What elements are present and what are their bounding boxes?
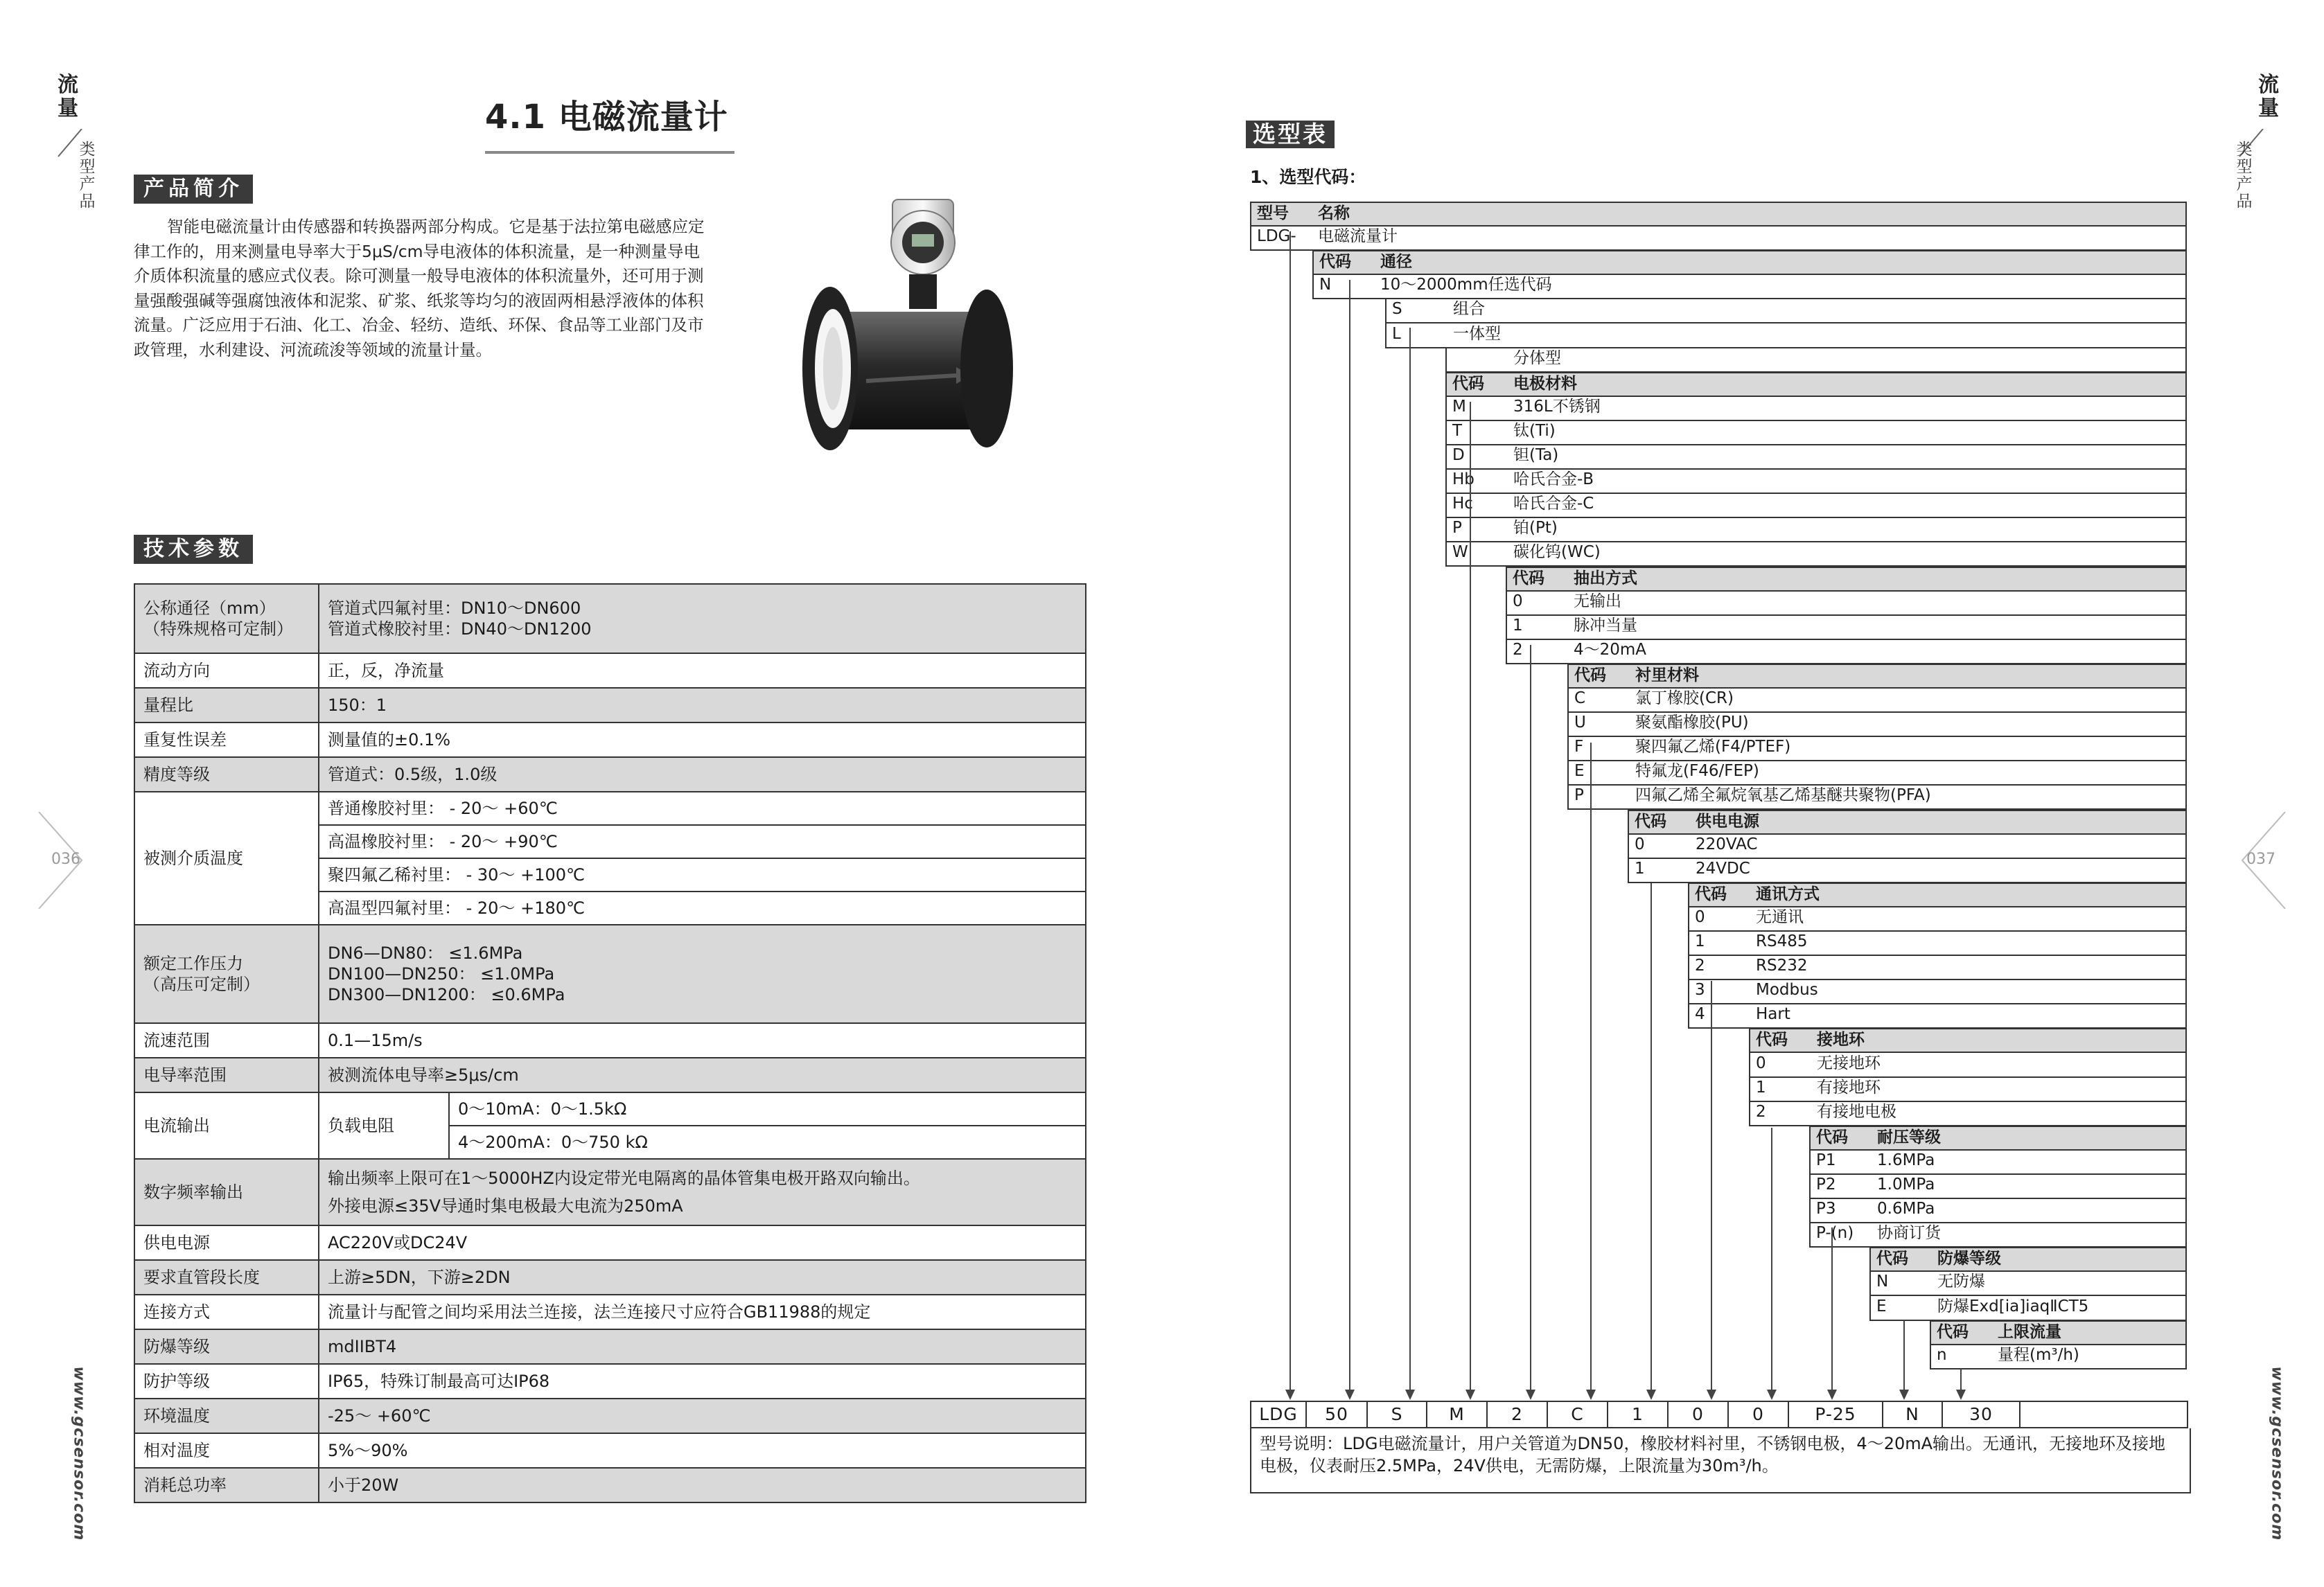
param-value: 4～200mA：0～750 kΩ [449, 1126, 1086, 1159]
selection-code: M [1452, 397, 1466, 416]
selection-value: 哈氏合金-B [1513, 470, 1594, 489]
example-code-cell: 2 [1486, 1401, 1548, 1428]
selection-value: 供电电源 [1696, 812, 1759, 831]
selection-code: E [1574, 762, 1585, 781]
param-name: 重复性误差 [134, 722, 319, 757]
selection-value: 量程(m³/h) [1998, 1345, 2079, 1364]
selection-code: P2 [1816, 1176, 1836, 1194]
example-code-cell: 1 [1607, 1401, 1669, 1428]
selection-code: N [1876, 1273, 1889, 1291]
param-value: IP65，特殊订制最高可达IP68 [319, 1364, 1086, 1399]
selection-code: T [1452, 421, 1463, 440]
selection-value: 0.6MPa [1877, 1200, 1935, 1218]
param-value: 管道式：0.5级，1.0级 [319, 757, 1086, 792]
param-name: 公称通径（mm） （特殊规格可定制） [134, 584, 319, 653]
selection-code: F [1574, 738, 1584, 756]
selection-value: 衬里材料 [1635, 666, 1699, 684]
param-name: 防护等级 [134, 1364, 319, 1399]
param-name: 消耗总功率 [134, 1468, 319, 1502]
selection-value: RS232 [1756, 957, 1808, 975]
selection-code: Hb [1452, 470, 1474, 489]
selection-code: 代码 [1452, 374, 1484, 393]
selection-code: 3 [1695, 981, 1705, 1000]
selection-code: E [1876, 1297, 1887, 1315]
selection-code: 代码 [1816, 1128, 1848, 1146]
example-code-tail [2019, 1401, 2188, 1428]
selection-value: 无接地环 [1817, 1054, 1881, 1072]
arrow-down-icon [1827, 1390, 1837, 1400]
selection-code: S [1392, 300, 1402, 319]
param-value: 高温型四氟衬里： - 20～ +180℃ [319, 892, 1086, 925]
side-subtitle-left: 类型产品 [79, 141, 96, 211]
selection-code: 0 [1635, 835, 1645, 853]
selection-code: W [1452, 543, 1468, 562]
intro-section-label: 产品简介 [134, 175, 253, 204]
selection-value: 4～20mA [1574, 640, 1647, 659]
arrow-down-icon [1285, 1390, 1295, 1400]
param-name: 连接方式 [134, 1295, 319, 1329]
selection-value: 铂(Pt) [1513, 519, 1558, 538]
selection-value: 通讯方式 [1756, 885, 1820, 903]
param-name: 相对温度 [134, 1433, 319, 1468]
page-number-left: 036 [51, 851, 80, 868]
selection-value: 无输出 [1574, 592, 1621, 610]
selection-code: N [1319, 276, 1332, 294]
selection-code: 代码 [1635, 812, 1666, 831]
selection-value: 防爆等级 [1937, 1250, 2001, 1268]
selection-code: 代码 [1319, 253, 1351, 272]
selection-value: 聚四氟乙烯(F4/PTEF) [1635, 738, 1791, 756]
intro-paragraph: 智能电磁流量计由传感器和转换器两部分构成。它是基于法拉第电磁感应定律工作的，用来测量电导率大于5μS/cm导电液体的体积流量，是一种测量导电介质体积流量的感应式仪表。除可测量一般导电液体的体积流量外，还可用于测量强酸强碱等强腐蚀液体和泥浆、矿浆、纸浆等均匀的液固两相悬浮液体的体积流量。广泛应用于石油、化工、冶金、轻纺、造纸、环保、食品等工业部门及市政管理，水利建设、河流疏浚等领域的流量计量。 [134, 217, 705, 360]
selection-code: L [1392, 324, 1401, 343]
page-number-right: 037 [2246, 851, 2275, 868]
param-name: 电流输出 [134, 1092, 319, 1159]
selection-value: 接地环 [1817, 1031, 1865, 1049]
selection-code: P1 [1816, 1151, 1836, 1169]
example-code-cell: C [1547, 1401, 1608, 1428]
example-code-cell: N [1882, 1401, 1943, 1428]
param-name: 要求直管段长度 [134, 1260, 319, 1295]
selection-value: 10～2000mm任选代码 [1380, 276, 1552, 294]
selection-code: 1 [1513, 616, 1523, 635]
arrow-down-icon [1899, 1390, 1909, 1400]
selection-code: Hc [1452, 495, 1473, 513]
selection-value: 抽出方式 [1574, 569, 1637, 587]
selection-value: 无通讯 [1756, 907, 1804, 926]
model-note: 型号说明：LDG电磁流量计，用户关管道为DN50，橡胶材料衬里，不锈钢电极，4～20mA输出。无通讯，无接地环及接地电极，仪表耐压2.5MPa，24V供电，无需防爆，上限流量为30m³/h。 [1250, 1428, 2191, 1493]
param-value: 上游≥5DN，下游≥2DN [319, 1260, 1086, 1295]
example-code-cell: S [1366, 1401, 1427, 1428]
selection-code: 2 [1756, 1102, 1766, 1121]
param-value: 输出频率上限可在1～5000HZ内设定带光电隔离的晶体管集电极开路双向输出。 外接电源≤35V导通时集电极最大电流为250mA [319, 1159, 1086, 1225]
selection-code: 代码 [1695, 885, 1727, 903]
arrow-down-icon [1526, 1390, 1535, 1400]
selection-value: 协商订货 [1877, 1224, 1941, 1243]
selection-value: 哈氏合金-C [1513, 495, 1594, 513]
selection-value: Hart [1756, 1005, 1790, 1024]
param-name: 供电电源 [134, 1225, 319, 1260]
selection-code: U [1574, 713, 1586, 732]
selection-value: 有接地环 [1817, 1078, 1881, 1097]
example-code-cell: P-25 [1788, 1401, 1883, 1428]
example-code-cell: M [1426, 1401, 1488, 1428]
website-url-right: www.gcsensor.com [2268, 1366, 2286, 1541]
param-value: 普通橡胶衬里： - 20～ +60℃ [319, 792, 1086, 825]
selection-value: 1.6MPa [1877, 1151, 1935, 1169]
selection-code: 1 [1695, 932, 1705, 950]
param-value: AC220V或DC24V [319, 1225, 1086, 1260]
selection-code: P [1452, 519, 1462, 538]
selection-value: 氯丁橡胶(CR) [1635, 689, 1734, 707]
param-value: DN6—DN80： ≤1.6MPa DN100—DN250： ≤1.0MPa DN300—DN1200： ≤0.6MPa [319, 925, 1086, 1023]
selection-code: 代码 [1756, 1031, 1788, 1049]
side-category-left: 流量 [58, 73, 78, 121]
selection-code: D [1452, 446, 1465, 464]
selection-value: 钽(Ta) [1513, 446, 1559, 464]
selection-code: 0 [1756, 1054, 1766, 1072]
selection-value: 钛(Ti) [1513, 421, 1556, 440]
arrow-down-icon [1405, 1390, 1415, 1400]
arrow-down-icon [1646, 1390, 1656, 1400]
page-title: 4.1 电磁流量计 [485, 98, 728, 136]
selection-code: 2 [1695, 957, 1705, 975]
arrow-down-icon [1345, 1390, 1355, 1400]
selection-code: 代码 [1937, 1322, 1969, 1341]
param-value: 0～10mA：0～1.5kΩ [449, 1092, 1086, 1126]
side-category-right: 流量 [2258, 73, 2279, 121]
selection-value: Modbus [1756, 981, 1818, 1000]
selection-value: 名称 [1318, 204, 1350, 222]
param-name: 量程比 [134, 688, 319, 722]
selection-code: 代码 [1876, 1250, 1908, 1268]
param-value: 150：1 [319, 688, 1086, 722]
selection-value: 耐压等级 [1877, 1128, 1941, 1146]
selection-value: 电磁流量计 [1318, 227, 1398, 246]
selection-code: 0 [1695, 907, 1705, 926]
example-code-cell: 50 [1305, 1401, 1368, 1428]
selection-value: 组合 [1453, 300, 1485, 319]
arrow-down-icon [1767, 1390, 1777, 1400]
selection-value: 聚氨酯橡胶(PU) [1635, 713, 1749, 732]
selection-code: 2 [1513, 640, 1523, 659]
selection-subtitle: 1、选型代码： [1250, 167, 1366, 187]
selection-value: 特氟龙(F46/FEP) [1635, 762, 1759, 781]
example-code-cell: 0 [1727, 1401, 1789, 1428]
param-name: 流速范围 [134, 1023, 319, 1058]
param-value: 正，反，净流量 [319, 653, 1086, 688]
arrow-down-icon [1707, 1390, 1716, 1400]
selection-code: 代码 [1574, 666, 1606, 684]
selection-code: P [1574, 786, 1584, 805]
param-value: 0.1—15m/s [319, 1023, 1086, 1058]
param-value: -25～ +60℃ [319, 1399, 1086, 1433]
selection-value: 通径 [1380, 253, 1412, 272]
param-name: 电导率范围 [134, 1058, 319, 1092]
selection-code: 型号 [1257, 204, 1289, 222]
param-value: 5%～90% [319, 1433, 1086, 1468]
selection-code: n [1937, 1345, 1947, 1364]
param-value: 高温橡胶衬里： - 20～ +90℃ [319, 825, 1086, 858]
selection-value: 无防爆 [1937, 1273, 1985, 1291]
param-name: 额定工作压力 （高压可定制） [134, 925, 319, 1023]
param-value: 聚四氟乙稀衬里： - 30～ +100℃ [319, 858, 1086, 892]
selection-code: P-(n) [1816, 1224, 1854, 1243]
param-value: 管道式四氟衬里：DN10～DN600 管道式橡胶衬里：DN40～DN1200 [319, 584, 1086, 653]
website-url-left: www.gcsensor.com [70, 1366, 88, 1541]
example-code-cell: 0 [1667, 1401, 1729, 1428]
selection-value: 上限流量 [1998, 1322, 2061, 1341]
selection-value: 分体型 [1513, 348, 1561, 367]
selection-value: 脉冲当量 [1574, 616, 1637, 635]
selection-value: 有接地电极 [1817, 1102, 1896, 1121]
arrow-down-icon [1586, 1390, 1596, 1400]
tech-section-label: 技术参数 [134, 535, 253, 564]
selection-code: 1 [1756, 1078, 1766, 1097]
selection-code: 0 [1513, 592, 1523, 610]
selection-value: 碳化钨(WC) [1513, 543, 1601, 562]
example-code-cell: LDG [1250, 1401, 1307, 1428]
selection-code: LDG- [1257, 227, 1296, 246]
selection-code: 代码 [1513, 569, 1544, 587]
selection-value: 24VDC [1696, 859, 1750, 878]
selection-value: 316L不锈钢 [1513, 397, 1601, 416]
selection-code: 1 [1635, 859, 1645, 878]
selection-value: 一体型 [1453, 324, 1501, 343]
selection-code: 4 [1695, 1005, 1705, 1024]
arrow-down-icon [1956, 1390, 1966, 1400]
param-name: 被测介质温度 [134, 792, 319, 925]
selection-table-title: 选型表 [1246, 121, 1335, 148]
param-value: 被测流体电导率≥5μs/cm [319, 1058, 1086, 1092]
selection-value: 防爆Exd[ia]iaqⅡCT5 [1937, 1297, 2089, 1315]
arrow-down-icon [1465, 1390, 1475, 1400]
param-name: 数字频率输出 [134, 1159, 319, 1225]
selection-value: 四氟乙烯全氟烷氧基乙烯基醚共聚物(PFA) [1635, 786, 1931, 805]
selection-value: 220VAC [1696, 835, 1758, 853]
param-value: 小于20W [319, 1468, 1086, 1502]
selection-value: 1.0MPa [1877, 1176, 1935, 1194]
param-name: 精度等级 [134, 757, 319, 792]
example-code-cell: 30 [1942, 1401, 2021, 1428]
param-name: 流动方向 [134, 653, 319, 688]
selection-value: 电极材料 [1513, 374, 1577, 393]
param-value: mdIIBT4 [319, 1329, 1086, 1364]
param-value: 测量值的±0.1% [319, 722, 1086, 757]
param-subname: 负载电阻 [319, 1092, 449, 1159]
selection-code: C [1574, 689, 1586, 707]
param-name: 环境温度 [134, 1399, 319, 1433]
selection-code: P3 [1816, 1200, 1836, 1218]
param-value: 流量计与配管之间均采用法兰连接，法兰连接尺寸应符合GB11988的规定 [319, 1295, 1086, 1329]
selection-value: RS485 [1756, 932, 1808, 950]
side-subtitle-right: 类型产品 [2236, 141, 2253, 211]
param-name: 防爆等级 [134, 1329, 319, 1364]
